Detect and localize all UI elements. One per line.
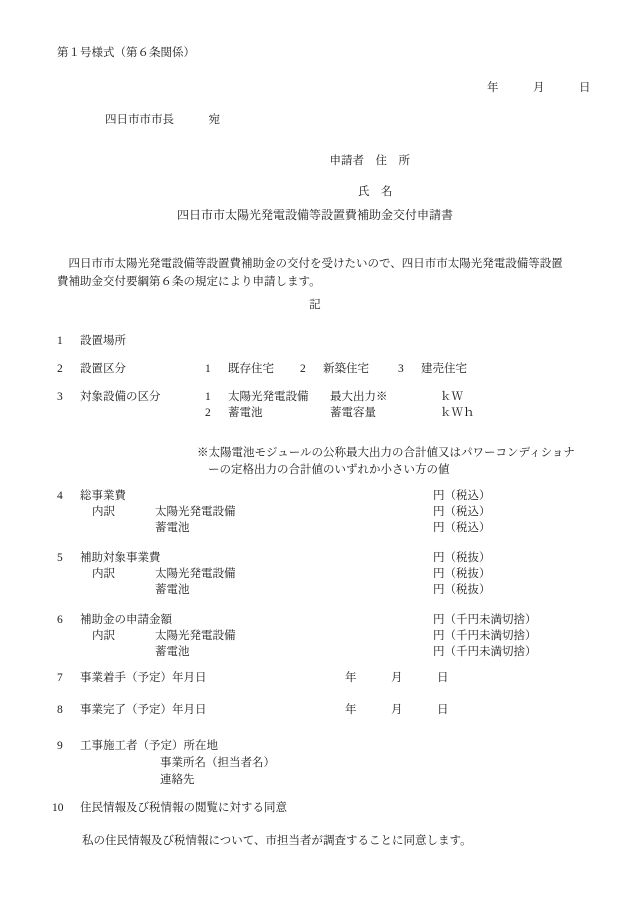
item3-row-1-label[interactable]: 太陽光発電設備 [228,391,309,403]
item5-row-2-label: 蓄電池 [155,584,190,596]
item6-number: 6 [57,614,63,626]
item3-note-line1: ※太陽電池モジュールの公称最大出力の合計値又はパワーコンディショナ [197,447,575,459]
item5-row-1-unit: 円（税抜） [433,568,491,580]
item2-option-1-label[interactable]: 既存住宅 [228,363,274,375]
applicant-name-label: 氏 名 [358,185,393,198]
item2-label: 設置区分 [80,363,126,375]
item2-number: 2 [57,363,63,375]
item6-row-1-unit: 円（千円未満切捨） [433,630,537,642]
item3-row-1-unit: ｋＷ [440,391,463,403]
item6-row-2-label: 蓄電池 [155,646,190,658]
item10-number: 10 [52,802,64,814]
item4-unit: 円（税込） [433,490,491,502]
item3-row-2-number[interactable]: 2 [205,407,211,419]
item9-row-1-label: 事業所名（担当者名） [160,757,275,769]
item10-label: 住民情報及び税情報の閲覧に対する同意 [80,802,287,814]
item6-row-2-unit: 円（千円未満切捨） [433,646,537,658]
item7-label: 事業着手（予定）年月日 [80,672,207,684]
item8-month[interactable]: 月 [391,704,403,716]
item8-label: 事業完了（予定）年月日 [80,704,207,716]
item5-number: 5 [57,552,63,564]
item3-row-2-unit: ｋＷｈ [440,407,475,419]
item9-number: 9 [57,740,63,752]
item8-day[interactable]: 日 [437,704,449,716]
item6-breakdown-label: 内訳 [92,630,115,642]
item5-label: 補助対象事業費 [80,552,161,564]
item2-option-2-label[interactable]: 新築住宅 [323,363,369,375]
item5-row-2-unit: 円（税抜） [433,584,491,596]
item4-row-2-label: 蓄電池 [155,522,190,534]
item3-row-2-label[interactable]: 蓄電池 [228,407,263,419]
item7-year[interactable]: 年 [345,672,357,684]
item3-note-line2: ーの定格出力の合計値のいずれか小さい方の値 [208,464,450,476]
item7-day[interactable]: 日 [437,672,449,684]
item8-number: 8 [57,704,63,716]
item3-label: 対象設備の区分 [80,391,161,403]
item3-row-2-measure: 蓄電容量 [330,407,376,419]
item4-row-1-unit: 円（税込） [433,506,491,518]
item2-option-3-number[interactable]: 3 [398,363,404,375]
item3-row-1-number[interactable]: 1 [205,391,211,403]
form-number: 第１号様式（第６条関係） [57,47,195,59]
item4-breakdown-label: 内訳 [92,506,115,518]
item5-breakdown-label: 内訳 [92,568,115,580]
item6-unit: 円（千円未満切捨） [433,614,537,626]
item2-option-2-number[interactable]: 2 [300,363,306,375]
item5-unit: 円（税抜） [433,552,491,564]
item7-number: 7 [57,672,63,684]
item3-row-1-measure: 最大出力※ [330,391,388,403]
item5-row-1-label: 太陽光発電設備 [155,568,236,580]
item1-label: 設置場所 [80,335,126,347]
item3-number: 3 [57,391,63,403]
item3-note [197,445,597,479]
addressee: 四日市市市長 宛 [105,114,220,126]
date-line[interactable]: 年 月 日 [487,82,591,94]
page-title: 四日市市太陽光発電設備等設置費補助金交付申請書 [176,208,453,222]
applicant-address-label: 申請者 住 所 [329,154,410,167]
item4-label: 総事業費 [80,490,126,502]
item9-row-2-label: 連絡先 [160,774,195,786]
item4-row-2-unit: 円（税込） [433,522,491,534]
body-paragraph: 四日市市太陽光発電設備等設置費補助金の交付を受けたいので、四日市市太陽光発電設備等設置費補助金交付要綱第６条の規定により申請します。 [57,258,563,288]
item4-number: 4 [57,490,63,502]
item1-number: 1 [57,335,63,347]
item9-label: 工事施工者（予定）所在地 [80,740,218,752]
item6-row-1-label: 太陽光発電設備 [155,630,236,642]
item6-label: 補助金の申請金額 [80,614,172,626]
item2-option-3-label[interactable]: 建売住宅 [421,363,467,375]
ki-marker: 記 [309,299,321,311]
item2-option-1-number[interactable]: 1 [205,363,211,375]
item7-month[interactable]: 月 [391,672,403,684]
item10-consent-text: 私の住民情報及び税情報について、市担当者が調査することに同意します。 [82,835,472,847]
item8-year[interactable]: 年 [345,704,357,716]
item4-row-1-label: 太陽光発電設備 [155,506,236,518]
